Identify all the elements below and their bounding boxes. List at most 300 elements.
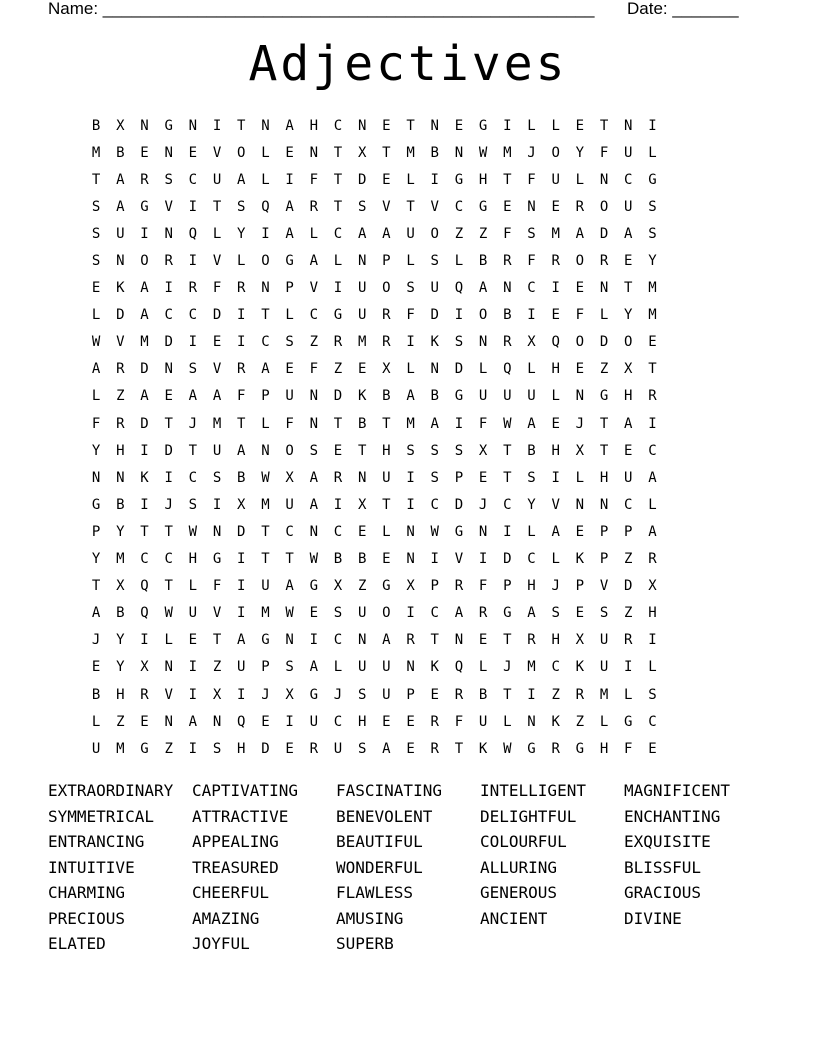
grid-letter: L	[599, 713, 609, 730]
grid-letter: X	[212, 686, 222, 703]
grid-letter: R	[430, 713, 439, 730]
grid-letter: H	[599, 469, 609, 486]
grid-letter: R	[503, 253, 512, 270]
grid-letter: I	[285, 713, 294, 730]
grid-letter: I	[551, 280, 560, 297]
grid-letter: U	[91, 740, 101, 757]
grid-letter: J	[478, 496, 488, 513]
grid-letter: Y	[116, 632, 125, 649]
grid-letter: P	[430, 578, 439, 595]
grid-letter: A	[527, 415, 536, 432]
grid-letter: C	[333, 713, 343, 730]
grid-letter: B	[430, 144, 439, 161]
grid-letter: A	[309, 469, 318, 486]
grid-letter: M	[91, 144, 101, 161]
grid-letter: C	[503, 496, 512, 513]
grid-letter: N	[430, 361, 439, 378]
grid-letter: N	[430, 117, 439, 134]
grid-letter: E	[575, 605, 585, 622]
grid-letter: Q	[261, 198, 270, 215]
grid-letter: I	[237, 551, 246, 568]
grid-row	[84, 735, 665, 762]
grid-letter: J	[91, 632, 101, 649]
grid-letter: N	[116, 253, 125, 270]
grid-letter: Z	[454, 225, 464, 242]
grid-letter: R	[237, 361, 246, 378]
grid-letter: H	[116, 686, 125, 703]
grid-letter: A	[382, 740, 391, 757]
grid-letter: U	[309, 713, 318, 730]
grid-letter: A	[116, 198, 125, 215]
grid-letter: R	[116, 361, 125, 378]
grid-letter: Y	[527, 496, 536, 513]
grid-letter: U	[333, 740, 343, 757]
grid-letter: B	[116, 144, 125, 161]
grid-letter: R	[648, 388, 657, 405]
grid-letter: A	[237, 442, 246, 459]
grid-letter: D	[237, 523, 246, 540]
grid-letter: I	[648, 632, 657, 649]
grid-letter: X	[575, 442, 585, 459]
grid-letter: L	[406, 361, 415, 378]
grid-letter: T	[237, 117, 246, 134]
grid-letter: A	[454, 605, 464, 622]
grid-letter: E	[551, 307, 560, 324]
grid-letter: V	[454, 551, 464, 568]
grid-letter: I	[648, 415, 657, 432]
grid-letter: R	[140, 171, 149, 188]
grid-letter: S	[357, 740, 367, 757]
grid-letter: L	[624, 686, 633, 703]
word-list-item: CHARMING	[48, 883, 126, 902]
grid-letter: U	[478, 388, 488, 405]
grid-letter: U	[527, 388, 536, 405]
grid-letter: S	[599, 605, 609, 622]
grid-letter: L	[527, 117, 536, 134]
grid-letter: L	[212, 225, 222, 242]
grid-letter: A	[309, 496, 318, 513]
grid-letter: R	[648, 551, 657, 568]
grid-letter: J	[333, 686, 343, 703]
grid-letter: V	[212, 605, 222, 622]
grid-letter: J	[575, 415, 585, 432]
grid-letter: B	[357, 551, 367, 568]
grid-letter: U	[599, 659, 609, 676]
word-list-item: CAPTIVATING	[192, 781, 298, 800]
grid-letter: E	[188, 632, 198, 649]
grid-letter: Z	[575, 713, 585, 730]
grid-letter: N	[261, 280, 270, 297]
grid-letter: N	[116, 469, 125, 486]
word-list-item: TREASURED	[192, 857, 279, 877]
grid-letter: L	[599, 307, 609, 324]
grid-letter: Z	[309, 334, 318, 351]
grid-letter: L	[164, 632, 173, 649]
grid-letter: B	[527, 442, 536, 459]
grid-letter: N	[164, 361, 173, 378]
grid-letter: D	[599, 225, 609, 242]
word-list-item: DELIGHTFUL	[480, 806, 577, 826]
grid-letter: S	[285, 334, 294, 351]
grid-letter: P	[406, 686, 415, 703]
grid-letter: E	[575, 280, 585, 297]
grid-letter: T	[382, 144, 391, 161]
grid-letter: T	[333, 144, 343, 161]
grid-letter: Z	[333, 361, 343, 378]
grid-letter: T	[406, 117, 415, 134]
grid-letter: T	[333, 171, 343, 188]
grid-letter: A	[478, 280, 488, 297]
word-list-item: ATTRACTIVE	[192, 806, 289, 826]
grid-letter: T	[212, 632, 222, 649]
grid-letter: H	[551, 361, 560, 378]
grid-letter: X	[116, 117, 125, 134]
grid-letter: R	[116, 415, 125, 432]
word-list-item: ANCIENT	[480, 908, 548, 928]
grid-row	[84, 139, 665, 166]
grid-letter: U	[503, 388, 512, 405]
grid-letter: A	[285, 578, 294, 595]
grid-letter: G	[212, 551, 222, 568]
grid-letter: S	[357, 198, 367, 215]
grid-letter: I	[285, 171, 294, 188]
grid-letter: G	[478, 117, 488, 134]
grid-letter: L	[91, 388, 101, 405]
grid-letter: U	[382, 659, 391, 676]
grid-letter: Z	[624, 605, 633, 622]
grid-letter: F	[309, 361, 318, 378]
grid-letter: L	[648, 659, 657, 676]
grid-row	[84, 627, 665, 654]
grid-letter: N	[478, 334, 488, 351]
grid-letter: K	[430, 334, 439, 351]
grid-letter: T	[503, 171, 512, 188]
grid-row	[84, 383, 665, 410]
grid-letter: E	[575, 523, 585, 540]
grid-letter: N	[309, 415, 318, 432]
grid-letter: E	[188, 144, 198, 161]
grid-letter: C	[188, 307, 198, 324]
grid-letter: S	[430, 469, 439, 486]
grid-letter: T	[261, 523, 270, 540]
grid-letter: A	[285, 117, 294, 134]
grid-letter: Z	[624, 551, 633, 568]
grid-letter: E	[140, 713, 149, 730]
grid-letter: F	[212, 280, 222, 297]
grid-letter: O	[285, 442, 294, 459]
grid-letter: N	[454, 632, 464, 649]
grid-letter: C	[648, 442, 657, 459]
word-list-item: BLISSFUL	[624, 857, 702, 877]
grid-letter: G	[140, 198, 149, 215]
grid-letter: N	[212, 523, 222, 540]
grid-letter: O	[478, 307, 488, 324]
grid-letter: L	[261, 415, 270, 432]
grid-letter: E	[285, 144, 294, 161]
grid-letter: E	[285, 740, 294, 757]
word-list-item: AMAZING	[192, 908, 260, 928]
grid-letter: A	[406, 388, 415, 405]
grid-letter: Z	[478, 225, 488, 242]
grid-letter: G	[140, 740, 149, 757]
grid-letter: R	[237, 280, 246, 297]
grid-letter: Y	[648, 253, 657, 270]
grid-letter: S	[430, 253, 439, 270]
grid-letter: V	[430, 198, 439, 215]
grid-letter: S	[648, 225, 657, 242]
grid-letter: F	[237, 388, 246, 405]
grid-letter: N	[261, 442, 270, 459]
grid-letter: U	[188, 605, 198, 622]
grid-letter: F	[503, 225, 512, 242]
grid-letter: T	[406, 198, 415, 215]
grid-letter: I	[237, 578, 246, 595]
grid-letter: B	[333, 551, 343, 568]
grid-letter: U	[599, 632, 609, 649]
word-list-item: INTUITIVE	[48, 857, 135, 877]
word-list-item: WONDERFUL	[336, 857, 423, 877]
grid-letter: I	[430, 551, 439, 568]
grid-row	[84, 302, 665, 329]
grid-letter: G	[382, 578, 391, 595]
word-list-item: ALLURING	[480, 857, 558, 877]
word-list-item: EXTRAORDINARY	[48, 781, 174, 800]
grid-letter: V	[309, 280, 318, 297]
grid-row	[84, 437, 665, 464]
grid-letter: D	[140, 361, 149, 378]
grid-letter: I	[478, 551, 488, 568]
grid-letter: H	[599, 740, 609, 757]
grid-letter: X	[357, 144, 367, 161]
page-title: Adjectives	[248, 36, 568, 92]
grid-letter: B	[237, 469, 246, 486]
grid-letter: U	[237, 659, 246, 676]
grid-letter: I	[188, 659, 198, 676]
grid-letter: X	[140, 659, 149, 676]
word-list-item: MAGNIFICENT	[624, 781, 730, 800]
grid-letter: I	[527, 686, 536, 703]
grid-letter: X	[285, 469, 294, 486]
grid-letter: X	[116, 578, 125, 595]
grid-letter: S	[91, 253, 101, 270]
grid-letter: T	[333, 198, 343, 215]
word-list-item: AMUSING	[336, 908, 404, 928]
grid-letter: S	[551, 605, 560, 622]
grid-letter: I	[140, 442, 149, 459]
grid-letter: N	[478, 523, 488, 540]
word-list-item: DIVINE	[624, 908, 682, 928]
grid-letter: E	[575, 361, 585, 378]
grid-letter: D	[164, 442, 173, 459]
grid-letter: I	[551, 469, 560, 486]
grid-letter: O	[430, 225, 439, 242]
grid-letter: E	[382, 117, 391, 134]
grid-letter: E	[503, 198, 512, 215]
grid-letter: U	[357, 280, 367, 297]
grid-letter: T	[503, 442, 512, 459]
grid-letter: W	[309, 551, 318, 568]
grid-letter: I	[188, 740, 198, 757]
grid-letter: K	[357, 388, 367, 405]
grid-letter: T	[503, 469, 512, 486]
grid-row	[84, 681, 665, 708]
grid-letter: X	[237, 496, 246, 513]
grid-letter: L	[261, 171, 270, 188]
grid-letter: Y	[116, 659, 125, 676]
grid-letter: N	[599, 280, 609, 297]
grid-letter: F	[527, 253, 536, 270]
word-list-item: GENEROUS	[480, 883, 558, 902]
grid-letter: C	[648, 713, 657, 730]
grid-letter: N	[309, 144, 318, 161]
grid-letter: K	[575, 551, 585, 568]
grid-letter: A	[309, 253, 318, 270]
grid-letter: I	[454, 307, 464, 324]
grid-letter: G	[309, 686, 318, 703]
grid-letter: E	[478, 469, 488, 486]
grid-letter: I	[164, 280, 173, 297]
grid-letter: I	[624, 659, 633, 676]
grid-letter: R	[164, 253, 173, 270]
grid-letter: S	[357, 686, 367, 703]
grid-letter: F	[285, 415, 294, 432]
grid-letter: R	[406, 632, 415, 649]
grid-letter: B	[478, 253, 488, 270]
grid-letter: G	[575, 740, 585, 757]
grid-letter: A	[116, 171, 125, 188]
grid-letter: D	[624, 578, 633, 595]
grid-letter: C	[188, 469, 198, 486]
grid-letter: G	[527, 740, 536, 757]
grid-letter: L	[454, 253, 464, 270]
grid-letter: D	[357, 171, 367, 188]
grid-letter: P	[454, 469, 464, 486]
grid-letter: I	[527, 307, 536, 324]
grid-letter: N	[309, 523, 318, 540]
grid-letter: R	[575, 686, 585, 703]
grid-letter: R	[430, 740, 439, 757]
grid-letter: T	[261, 307, 270, 324]
grid-letter: Q	[454, 659, 464, 676]
grid-letter: I	[309, 632, 318, 649]
grid-letter: C	[333, 225, 343, 242]
grid-letter: U	[212, 442, 222, 459]
grid-letter: W	[261, 469, 270, 486]
grid-letter: S	[212, 469, 222, 486]
grid-letter: E	[382, 171, 391, 188]
grid-letter: Q	[454, 280, 464, 297]
grid-letter: H	[188, 551, 198, 568]
grid-letter: A	[285, 198, 294, 215]
grid-letter: P	[624, 523, 633, 540]
grid-letter: C	[551, 659, 560, 676]
grid-letter: E	[406, 713, 415, 730]
grid-letter: D	[116, 307, 125, 324]
grid-letter: C	[454, 198, 464, 215]
grid-letter: Z	[599, 361, 609, 378]
grid-letter: E	[285, 361, 294, 378]
grid-row	[84, 329, 665, 356]
grid-letter: I	[333, 496, 343, 513]
grid-letter: E	[140, 144, 149, 161]
grid-letter: G	[648, 171, 657, 188]
grid-letter: T	[212, 198, 222, 215]
grid-letter: E	[624, 442, 633, 459]
grid-letter: P	[261, 659, 270, 676]
grid-letter: U	[478, 713, 488, 730]
grid-letter: A	[91, 605, 101, 622]
grid-letter: N	[285, 632, 294, 649]
grid-letter: I	[188, 686, 198, 703]
grid-letter: F	[575, 307, 585, 324]
grid-letter: R	[624, 632, 633, 649]
grid-row	[84, 518, 665, 545]
grid-letter: X	[285, 686, 294, 703]
grid-letter: M	[261, 605, 270, 622]
grid-letter: C	[285, 523, 294, 540]
grid-letter: J	[164, 496, 173, 513]
grid-letter: Q	[188, 225, 198, 242]
grid-letter: A	[357, 225, 367, 242]
grid-letter: G	[454, 523, 464, 540]
grid-letter: C	[430, 605, 439, 622]
grid-letter: F	[527, 171, 536, 188]
grid-letter: L	[237, 253, 246, 270]
grid-letter: E	[212, 334, 222, 351]
grid-letter: A	[527, 605, 536, 622]
grid-letter: G	[309, 578, 318, 595]
grid-letter: U	[285, 388, 294, 405]
grid-letter: D	[599, 334, 609, 351]
grid-letter: N	[406, 659, 415, 676]
grid-letter: I	[212, 496, 222, 513]
grid-letter: I	[406, 496, 415, 513]
grid-letter: G	[454, 171, 464, 188]
grid-letter: D	[454, 361, 464, 378]
grid-letter: C	[527, 551, 536, 568]
grid-letter: S	[188, 496, 198, 513]
grid-letter: Y	[237, 225, 246, 242]
grid-letter: J	[503, 659, 512, 676]
grid-letter: T	[91, 578, 101, 595]
grid-letter: U	[357, 659, 367, 676]
grid-letter: R	[599, 253, 609, 270]
worksheet-header	[48, 0, 748, 20]
grid-letter: B	[116, 605, 125, 622]
grid-letter: N	[164, 713, 173, 730]
grid-letter: G	[599, 388, 609, 405]
grid-letter: K	[575, 659, 585, 676]
grid-letter: U	[285, 496, 294, 513]
grid-letter: L	[91, 307, 101, 324]
grid-letter: H	[551, 632, 560, 649]
grid-letter: T	[164, 415, 173, 432]
grid-letter: L	[261, 144, 270, 161]
grid-letter: S	[309, 442, 318, 459]
grid-letter: T	[454, 740, 464, 757]
grid-letter: L	[478, 659, 488, 676]
grid-letter: S	[527, 225, 536, 242]
grid-letter: I	[406, 334, 415, 351]
grid-letter: N	[357, 253, 367, 270]
word-list-item: CHEERFUL	[192, 883, 270, 902]
grid-letter: T	[430, 632, 439, 649]
grid-letter: U	[382, 686, 391, 703]
word-list-item: BENEVOLENT	[336, 806, 433, 826]
grid-letter: I	[333, 280, 343, 297]
grid-letter: T	[599, 415, 609, 432]
grid-letter: B	[478, 686, 488, 703]
